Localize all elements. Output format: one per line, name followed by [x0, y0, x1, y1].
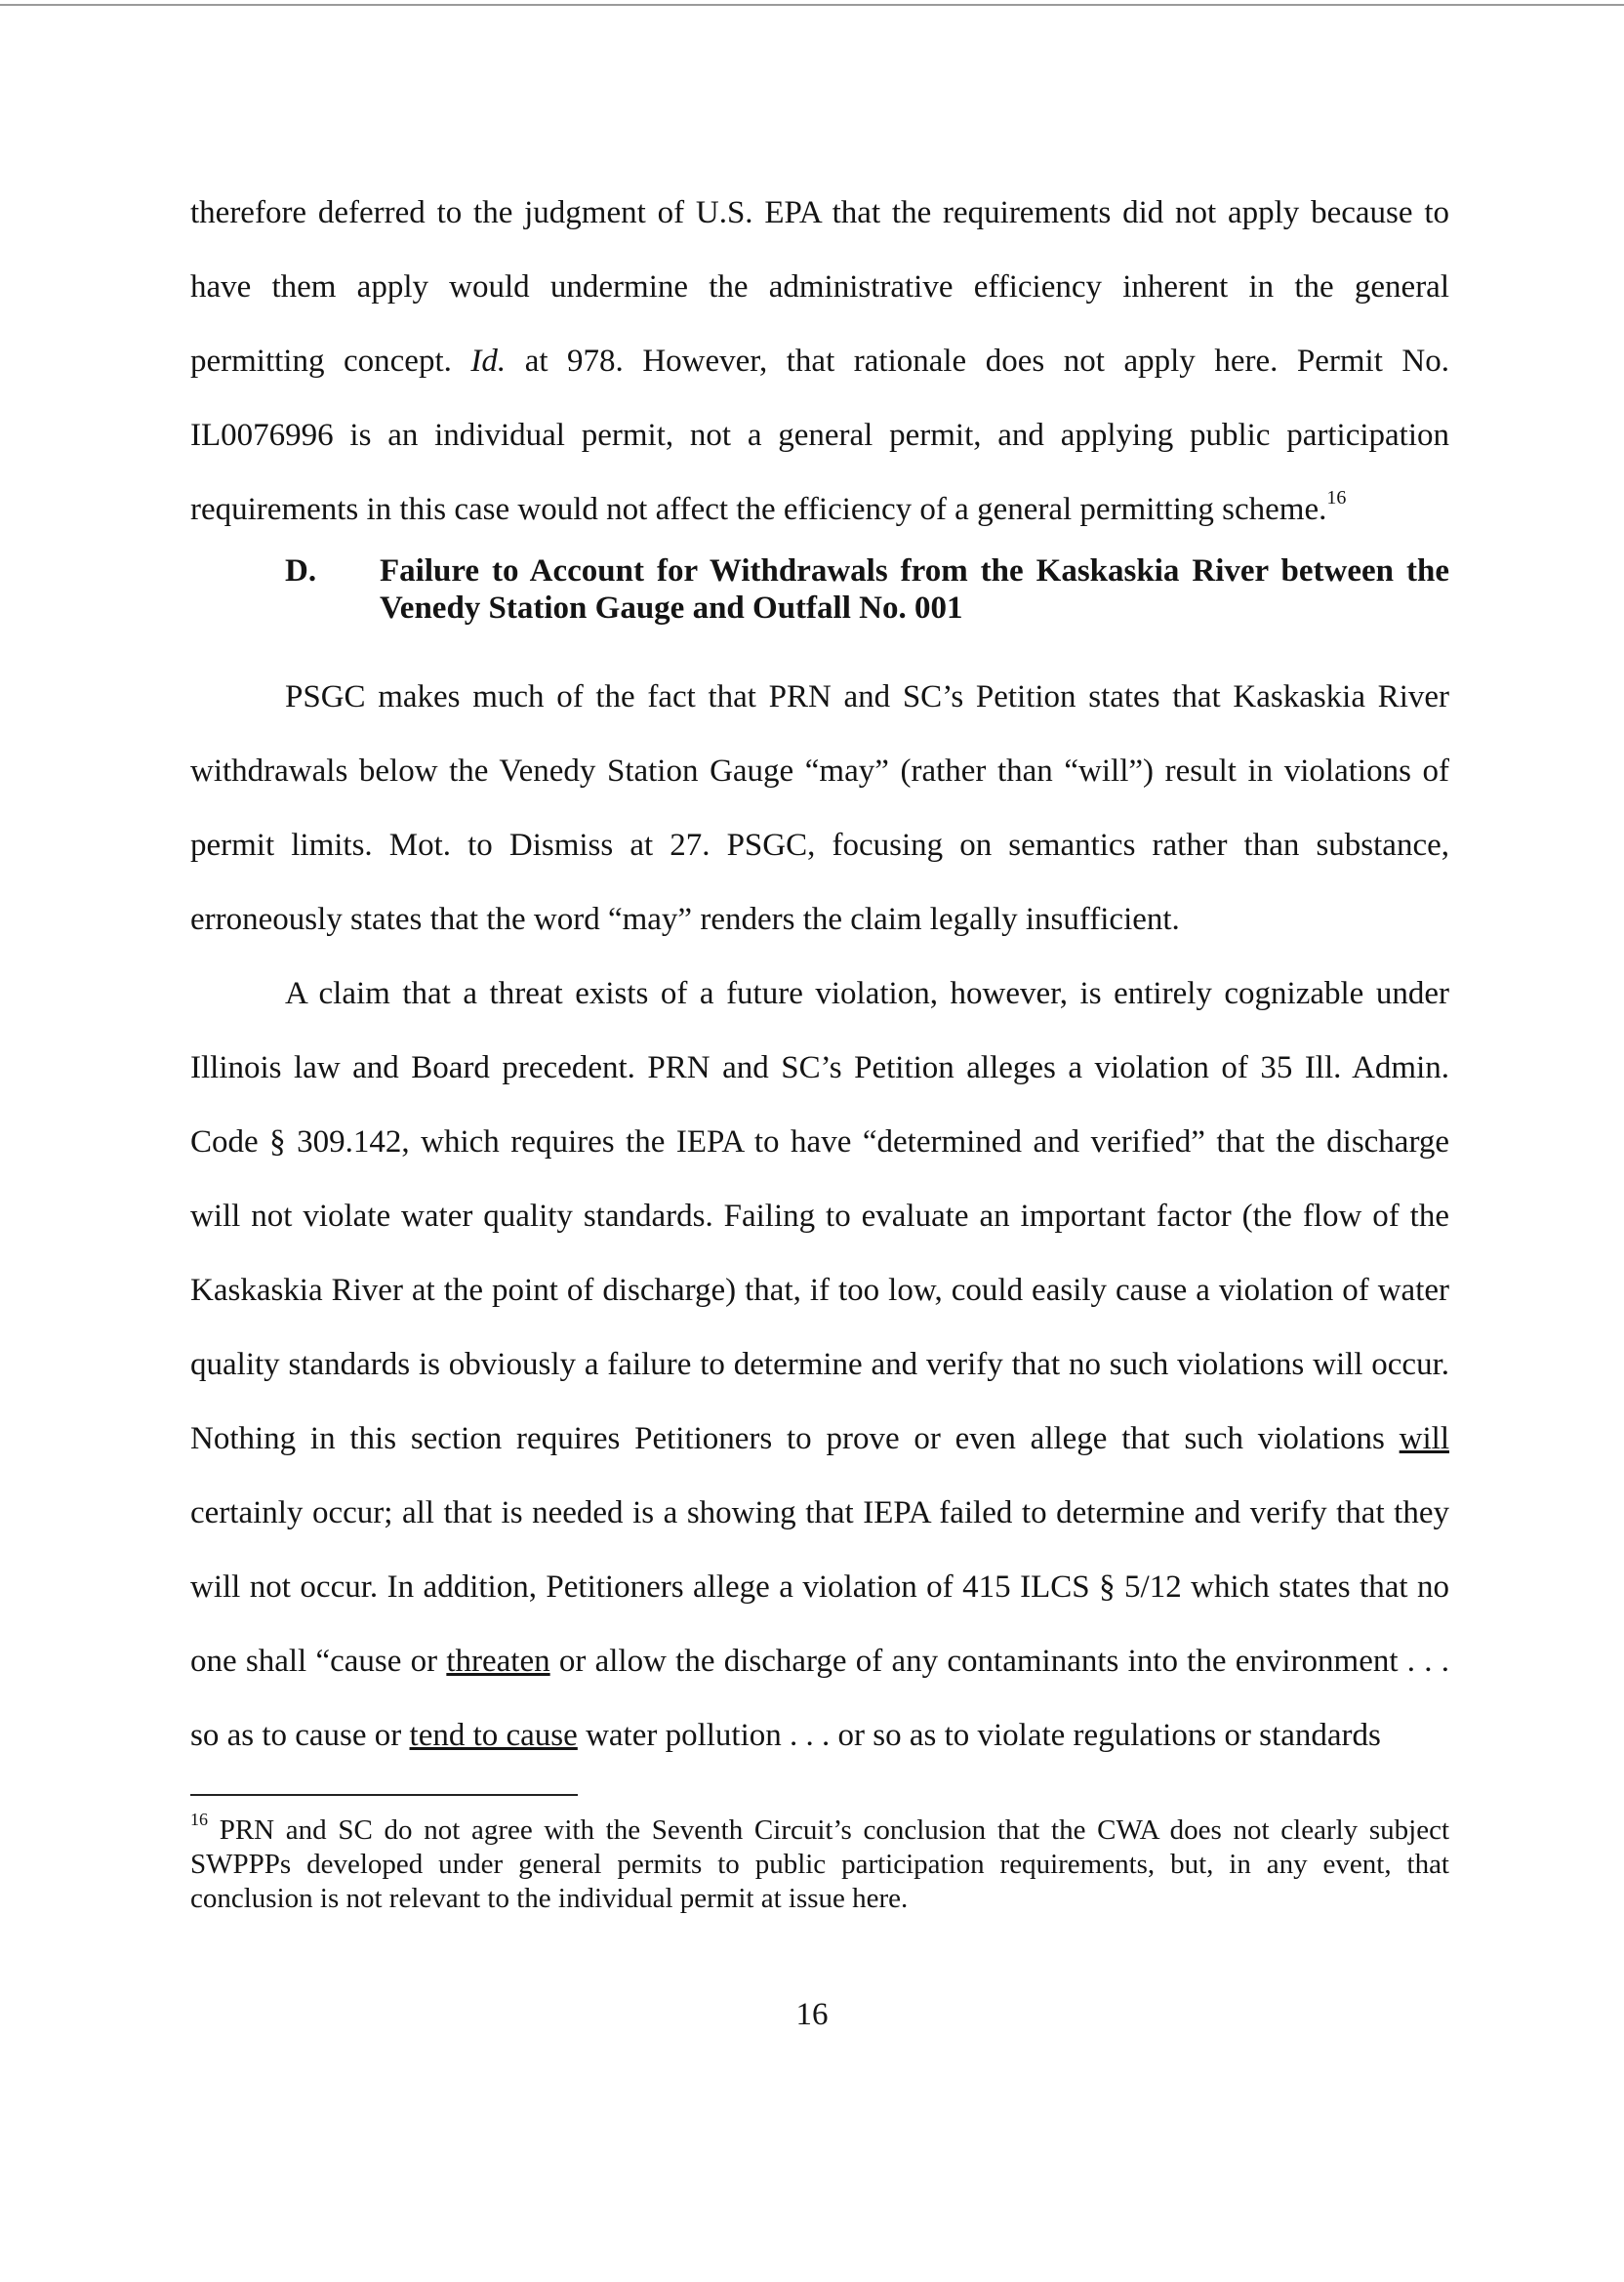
section-title: Failure to Account for Withdrawals from the Kaskaskia River between the Venedy Station Gauge and Outfall No. 001: [380, 553, 1449, 626]
footnote-number: 16: [190, 1810, 208, 1830]
footnote: [190, 1810, 1449, 1916]
footnote-reference: 16: [1326, 487, 1347, 509]
paragraph-continuation: [190, 176, 1449, 547]
underlined-word-will: will: [1399, 1421, 1449, 1456]
page-number: 16: [795, 1997, 829, 2032]
section-letter: D.: [285, 553, 317, 589]
paragraph-text: certainly occur; all that is needed is a showing that IEPA failed to determine and verify that they will not occur. In addition, Petitioners allege a violation of 415 ILCS § 5/12 which states that no one shall “cause or: [190, 1495, 1449, 1679]
top-scan-edge: [0, 4, 1624, 6]
section-heading: [190, 552, 1449, 627]
paragraph-text: water pollution . . . or so as to violate regulations or standards: [577, 1718, 1381, 1753]
paragraph-text: therefore deferred to the judgment of U.S. EPA that the requirements did not apply because to have them apply would undermine the administrative efficiency inherent in the general permitting concept.: [190, 195, 1449, 379]
paragraph-psgc: PSGC makes much of the fact that PRN and SC’s Petition states that Kaskaskia River withdrawals below the Venedy Station Gauge “may” (rather than “will”) result in violations of permit limits. Mot. to Dismiss at 27. PSGC, focusing on semantics rather than substance, erroneously states that the word “may” renders the claim legally insufficient.: [190, 679, 1449, 937]
page-body: [190, 176, 1449, 1773]
paragraph-text: or allow the discharge of any contaminants into the environment . . . so as to cause or: [190, 1644, 1449, 1753]
footnote-text: PRN and SC do not agree with the Seventh Circuit’s conclusion that the CWA does not clearly subject SWPPPs developed under general permits to public participation requirements, but, in any event, that conclusion is not relevant to the individual permit at issue here.: [190, 1814, 1449, 1914]
paragraph-text: A claim that a threat exists of a future violation, however, is entirely cognizable under Illinois law and Board precedent. PRN and SC’s Petition alleges a violation of 35 Ill. Admin. Code § 309.142, which requires the IEPA to have “determined and verified” that the discharge will not violate water quality standards. Failing to evaluate an important factor (the flow of the Kaskaskia River at the point of discharge) that, if too low, could easily cause a violation of water quality standards is obviously a failure to determine and verify that no such violations will occur. Nothing in this section requires Petitioners to prove or even allege that such violations: [190, 976, 1449, 1456]
underlined-word-threaten: threaten: [446, 1644, 550, 1679]
paragraph-text: at 978. However, that rationale does not apply here. Permit No. IL0076996 is an individual permit, not a general permit, and applying public participation requirements in this case would not affect the efficiency of a general permitting scheme.: [190, 344, 1449, 527]
paragraph-claim: [190, 957, 1449, 1773]
underlined-phrase-tend-to-cause: tend to cause: [409, 1718, 578, 1753]
footnote-separator: [190, 1794, 578, 1796]
id-citation: Id.: [470, 344, 507, 379]
